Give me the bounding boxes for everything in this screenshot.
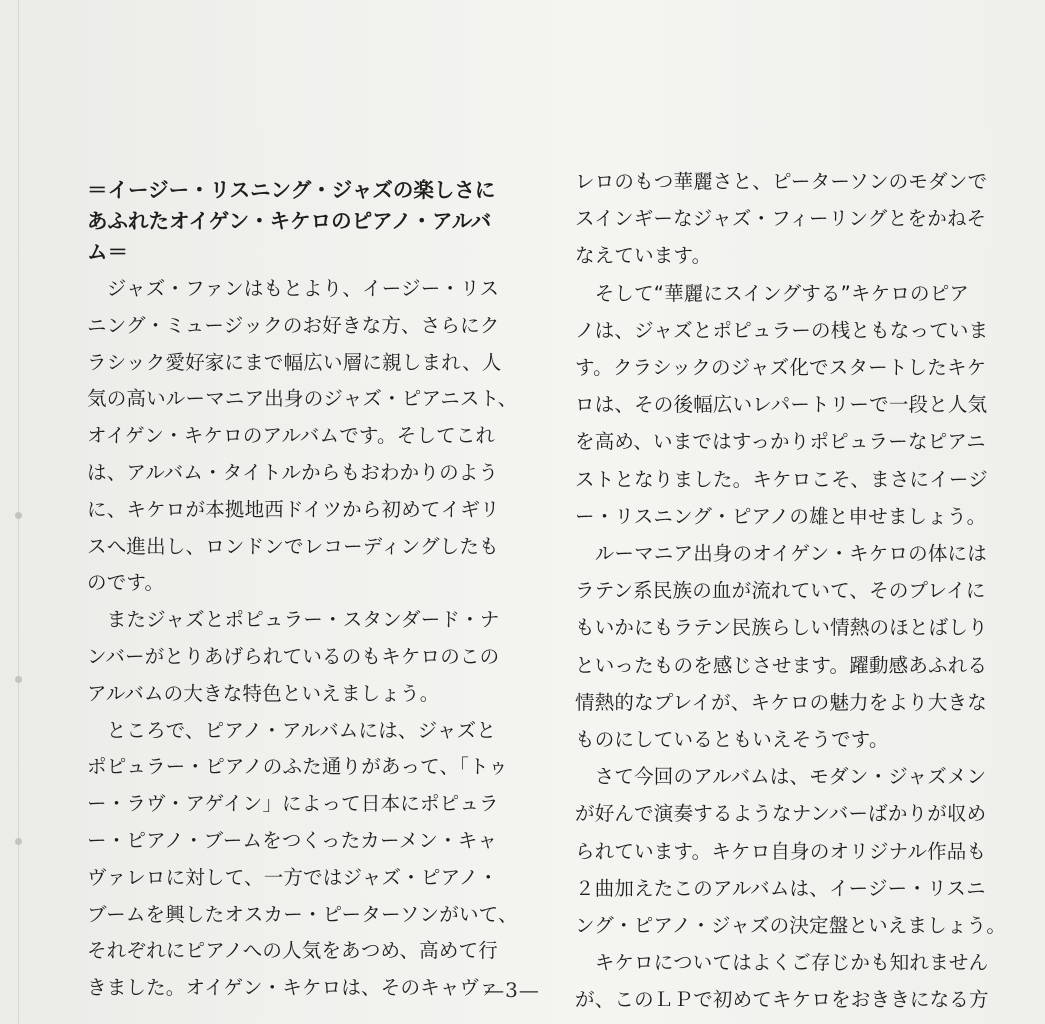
text-line: ンバーがとりあげられているのもキケロのこの [87,644,500,668]
right-text-column [575,163,1045,1012]
text-line: レロのもつ華麗さと、ピーターソンのモダンで [575,170,988,193]
text-line: ロは、その後幅広いレパートリーで一段と人気 [575,393,988,417]
text-line: ルーマニア出身のオイゲン・キケロの体には [575,542,987,566]
text-line: のです。 [87,571,165,595]
text-line: 情熱的なプレイが、キケロの魅力をより大きな [575,690,987,714]
text-line: ノは、ジャズとポピュラーの桟ともなっていま [575,318,989,342]
text-line: ブームを興したオスカー・ピーターソンがいて、 [87,902,518,926]
text-line: ものにしているともいえそうです。 [575,728,889,752]
staple-hole [15,838,22,845]
text-line: ー・リスニング・ピアノの雄と申せましょう。 [575,504,987,528]
left-text-column [87,175,527,1000]
text-line: す。クラシックのジャズ化でスタートしたキケ [575,356,987,380]
text-line: られています。キケロ自身のオリジナル作品も [575,839,987,863]
text-line: ２曲加えたこのアルバムは、イージー・リスニ [575,876,986,900]
text-line: は、アルバム・タイトルからもおわかりのよう [87,460,499,484]
text-line: ラテン系民族の血が流れていて、そのプレイに [575,579,986,603]
text-line: なえています。 [575,244,712,268]
text-line: ング・ピアノ・ジャズの決定盤といえましょう。 [575,914,1007,938]
text-line: スインギーなジャズ・フィーリングとをかねそ [575,207,987,231]
staple-hole [15,512,22,519]
text-line: そして“華麗にスイングする”キケロのピア [575,281,970,305]
text-line: ストとなりました。キケロこそ、まさにイージ [575,467,988,491]
text-line: ラシック愛好家にまで幅広い層に親しまれ、人 [87,350,502,374]
text-line: ヴァレロに対して、一方ではジャズ・ピアノ・ [87,865,499,889]
text-line: を高め、いまではすっかりポピュラーなピアニ [575,430,986,454]
text-line: それぞれにピアノへの人気をあつめ、高めて行 [87,939,498,963]
heading-line: あふれたオイゲン・キケロのピアノ・アルバ [87,209,492,233]
text-line: に、キケロが本拠地西ドイツから初めてイギリ [87,497,500,521]
text-line: もいかにもラテン民族らしい情熱のほとばしり [575,616,988,640]
article-heading [87,175,527,268]
text-line: が好んで演奏するようなナンバーばかりが収め [575,802,987,826]
staple-hole [15,676,22,683]
text-line: といったものを感じさせます。躍動感あふれる [575,653,988,677]
text-line: きました。オイゲン・キケロは、そのキャヴァ [87,976,499,1000]
text-line: ポピュラー・ピアノのふた通りがあって、「トゥ [87,755,509,779]
text-line: ところで、ピアノ・アルバムには、ジャズと [87,718,497,742]
text-line: またジャズとポピュラー・スタンダード・ナ [87,608,500,632]
text-line: が、このＬＰで初めてキケロをおききになる方 [575,988,989,1012]
text-line: スへ進出し、ロンドンでレコーディングしたも [87,534,499,558]
text-line: キケロについてはよくご存じかも知れません [575,951,989,975]
text-line: アルバムの大きな特色といえましょう。 [87,681,440,705]
text-line: ジャズ・ファンはもとより、イージー・リス [87,277,500,300]
text-line: ニング・ミュージックのお好きな方、さらにク [87,313,500,337]
text-line: ー・ピアノ・ブームをつくったカーメン・キャ [87,828,498,852]
heading-line: ＝イージー・リスニング・ジャズの楽しさに [87,178,496,202]
text-line: ー・ラヴ・アゲイン」によって日本にポピュラ [87,792,499,816]
text-line: さて今回のアルバムは、モダン・ジャズメン [575,765,987,789]
heading-line: ム＝ [87,240,128,264]
page-number: —3— [484,978,540,1002]
text-line: 気の高いルーマニア出身のジャズ・ピアニスト、 [87,387,518,411]
text-line: オイゲン・キケロのアルバムです。そしてこれ [87,424,496,448]
